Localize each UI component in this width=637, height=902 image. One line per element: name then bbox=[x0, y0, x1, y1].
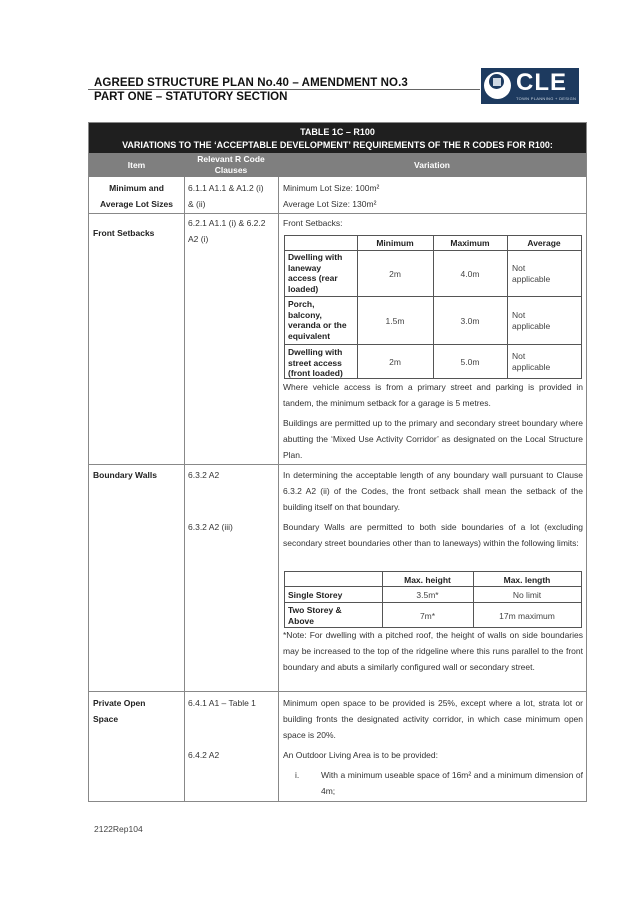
boundary-walls-note: *Note: For dwelling with a pitched roof, the height of walls on side boundaries may be increased to the top of the ridgeline where this runs parallel to the front boundary and abuts a similarly configured wall or secondary street. bbox=[283, 630, 583, 672]
logo-tagline: TOWN PLANNING + DESIGN bbox=[516, 96, 577, 101]
header-item: Item bbox=[127, 160, 146, 170]
setbacks-subtable bbox=[284, 235, 582, 379]
row-divider bbox=[89, 213, 586, 214]
row-divider bbox=[89, 691, 586, 692]
subtable-head-max-height: Max. height bbox=[404, 575, 451, 585]
logo-text: CLE bbox=[516, 69, 567, 96]
subtable-cell: 17m maximum bbox=[499, 611, 555, 621]
document-reference: 2122Rep104 bbox=[94, 824, 143, 834]
subtable-cell: No limit bbox=[512, 590, 542, 600]
subtable-row-label: Porch, balcony, veranda or the equivalent bbox=[288, 299, 347, 341]
variations-table bbox=[88, 122, 587, 802]
subtable-cell: Not applicable bbox=[512, 351, 551, 372]
table-caption: VARIATIONS TO THE ‘ACCEPTABLE DEVELOPMENT’ REQUIREMENTS OF THE R CODES FOR R100: bbox=[122, 140, 553, 150]
header-variation: Variation bbox=[414, 160, 450, 170]
subtable-head-max-length: Max. length bbox=[503, 575, 551, 585]
table-title: TABLE 1C – R100 bbox=[300, 127, 375, 137]
subtable-cell: 5.0m bbox=[460, 357, 480, 367]
front-setbacks-para-1: Where vehicle access is from a primary street and parking is provided in tandem, the minimum setback for a garage is 5 metres. bbox=[283, 382, 583, 408]
column-divider bbox=[184, 177, 185, 802]
row-divider bbox=[89, 464, 586, 465]
open-space-para-1: Minimum open space to be provided is 25%, except where a lot, strata lot or building fronts the designated activity corridor, in which case minimum open space is 20%. bbox=[283, 698, 583, 740]
subtable-cell: 3.5m* bbox=[416, 590, 439, 600]
table-header-row bbox=[89, 153, 586, 177]
header-divider bbox=[88, 89, 480, 90]
list-number: i. bbox=[295, 770, 300, 780]
boundary-walls-para-2: Boundary Walls are permitted to both side boundaries of a lot (excluding secondary street boundaries other than to laneways) within the following limits: bbox=[283, 522, 583, 548]
table-title-bar bbox=[89, 123, 586, 153]
subtable-cell: Not applicable bbox=[512, 310, 551, 331]
clause-front-setbacks: 6.2.1 A1.1 (i) & 6.2.2 A2 (i) bbox=[188, 218, 266, 244]
subtable-row-label: Two Storey & Above bbox=[288, 605, 342, 626]
clause-boundary-walls-b: 6.3.2 A2 (iii) bbox=[188, 522, 233, 532]
item-boundary-walls: Boundary Walls bbox=[93, 470, 157, 480]
subtable-cell: 1.5m bbox=[385, 316, 405, 326]
subtable-cell: Not applicable bbox=[512, 263, 551, 284]
subtable-row-label: Dwelling with street access (front loaded) bbox=[288, 347, 343, 378]
document-title: AGREED STRUCTURE PLAN No.40 – AMENDMENT NO.3 bbox=[94, 77, 408, 89]
variation-lot-sizes: Minimum Lot Size: 100m² Average Lot Size: 130m² bbox=[283, 183, 380, 209]
subtable-row-label: Single Storey bbox=[288, 590, 343, 600]
front-setbacks-para-2: Buildings are permitted up to the primary and secondary street boundary where abutting the ‘Mixed Use Activity Corridor’ as designated on the Local Structure Plan. bbox=[283, 418, 583, 460]
boundary-walls-para-1: In determining the acceptable length of any boundary wall pursuant to Clause 6.3.2 A2 (ii) of the Codes, the front setback shall mean the setback of the building itself on that boundary. bbox=[283, 470, 583, 512]
subtable-head-maximum: Maximum bbox=[450, 238, 490, 248]
subtable-row-label: Dwelling with laneway access (rear loaded) bbox=[288, 252, 343, 294]
front-setbacks-intro: Front Setbacks: bbox=[283, 218, 343, 228]
item-front-setbacks: Front Setbacks bbox=[93, 228, 155, 238]
clause-open-space-a: 6.4.1 A1 – Table 1 bbox=[188, 698, 256, 708]
subtable-cell: 2m bbox=[389, 269, 401, 279]
header-clauses: Relevant R Code Clauses bbox=[197, 154, 265, 175]
subtable-head-average: Average bbox=[527, 238, 561, 248]
subtable-cell: 4.0m bbox=[460, 269, 480, 279]
subtable-head-minimum: Minimum bbox=[376, 238, 414, 248]
clause-lot-sizes: 6.1.1 A1.1 & A1.2 (i) & (ii) bbox=[188, 183, 264, 209]
subtable-cell: 3.0m bbox=[460, 316, 480, 326]
clause-boundary-walls-a: 6.3.2 A2 bbox=[188, 470, 220, 480]
boundary-walls-subtable bbox=[284, 571, 582, 628]
cle-logo bbox=[481, 68, 579, 104]
document-subtitle: PART ONE – STATUTORY SECTION bbox=[94, 91, 288, 103]
subtable-cell: 7m* bbox=[419, 611, 436, 621]
list-item: With a minimum useable space of 16m² and a minimum dimension of 4m; bbox=[321, 770, 583, 796]
item-private-open-space: Private Open Space bbox=[93, 698, 146, 724]
clause-open-space-b: 6.4.2 A2 bbox=[188, 750, 220, 760]
subtable-cell: 2m bbox=[389, 357, 401, 367]
item-lot-sizes: Minimum and Average Lot Sizes bbox=[100, 183, 173, 209]
column-divider bbox=[278, 177, 279, 802]
open-space-para-2: An Outdoor Living Area is to be provided: bbox=[283, 750, 438, 760]
